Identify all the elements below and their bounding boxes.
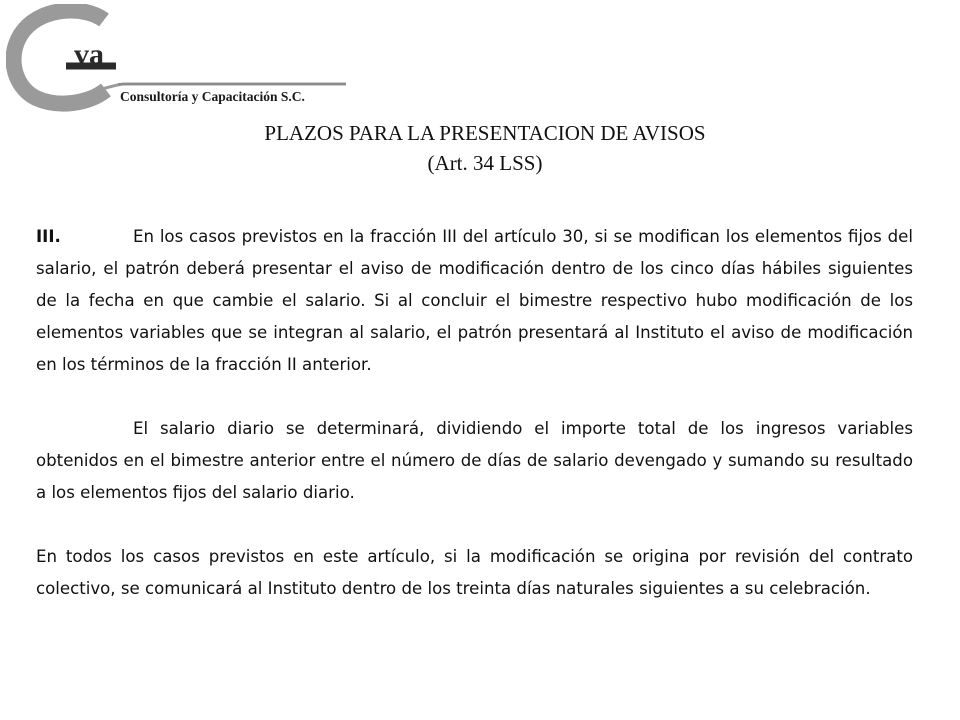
paragraph-spacer xyxy=(36,381,913,413)
logo-tagline: Consultoría y Capacitación S.C. xyxy=(120,89,305,104)
document-body xyxy=(36,221,913,605)
paragraph-2-text: El salario diario se determinará, dividiendo el importe total de los ingresos variables obtenidos en el bimestre anterior entre el número de días de salario devengado y sumando su resultado a los elementos fijos del salario diario. xyxy=(36,419,913,502)
paragraph-3-text: En todos los casos previstos en este artículo, si la modificación se origina por revisión del contrato colectivo, se comunicará al Instituto dentro de los treinta días naturales siguientes a su celebración. xyxy=(36,547,913,598)
logo-va-text: va xyxy=(74,38,104,71)
paragraph-1-text: En los casos previstos en la fracción III del artículo 30, si se modifican los elementos fijos del salario, el patrón deberá presentar el aviso de modificación dentro de los cinco días hábiles siguientes de la fecha en que cambie el salario. Si al concluir el bimestre respectivo hubo modificación de los elementos variables que se integran al salario, el patrón presentará al Instituto el aviso de modificación en los términos de la fracción II anterior. xyxy=(36,227,913,374)
title-line-2: (Art. 34 LSS) xyxy=(427,151,543,175)
paragraph-2 xyxy=(36,413,913,509)
paragraph-3 xyxy=(36,541,913,605)
title-line-1: PLAZOS PARA LA PRESENTACION DE AVISOS xyxy=(264,121,706,145)
fraction-number: III. xyxy=(36,227,61,246)
page-title xyxy=(0,118,960,178)
paragraph-spacer xyxy=(36,509,913,541)
paragraph-1 xyxy=(36,221,913,381)
